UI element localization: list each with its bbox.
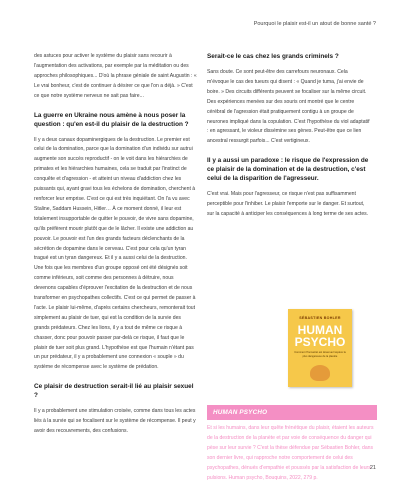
box-body: Et si les humains, dans leur quête frénétique du plaisir, étaient les auteurs de la destruction de la planète et par voie de conséquence du danger qui pèse sur leur survie ? C'est la thèse défendue par Sébastien Bohler, dans son dernier livre, qui rapproche notre comportement de celui des psychopathes, dénués d'empathie et poussés par la satisfaction de leurs pulsions. Human psycho, Bouquins, 2022, 279 p. xyxy=(207,425,374,481)
book-title-line1: HUMAN xyxy=(297,323,343,337)
book-cover-image xyxy=(288,309,354,387)
book-title-line2: PSYCHO xyxy=(294,335,346,349)
book-author: SÉBASTIEN BOHLER xyxy=(299,316,341,320)
question-criminals: Serait-ce le cas chez les grands criminels ? xyxy=(207,53,339,60)
left-column xyxy=(34,52,197,441)
running-header: Pourquoi le plaisir est-il un atout de bonne santé ? xyxy=(253,21,376,27)
answer-criminals: Sans doute. Ce sont peut-être des carrefours neuronaux. Cela m'évoque le cas des tueurs qui disent : « Quand je tuma, j'ai envie de boire. » Des circuits différents peuvent se focaliser sur la même circuit. Des expériences menées sur des souris ont montré que le centre cérébral de l'agression était pratiquement contigu à un groupe de neurones impliqué dans la copulation. C'est l'hypothèse du viol adaptatif : en agressant, le violeur dissémine ses gènes. Peut-être que ce lien ancestral ressurgit parfois... C'est vertigineux. xyxy=(207,69,370,145)
intro-paragraph: des astuces pour activer le système du plaisir sans recourir à l'augmentation des activations, par exemple par la méditation ou des approches philosophiques... D'où la phrase géniale de saint Augustin : « Le vrai bonheur, c'est de continuer à désirer ce que l'on a déjà. » C'est ce que notre système nerveux ne sait pas faire... xyxy=(34,53,197,99)
book-subtitle: Comment l'humanité est devenue l'espèce la plus dangereuse de la planète xyxy=(294,351,346,358)
hand-illustration-icon xyxy=(310,365,330,381)
question-sexual-pleasure: Ce plaisir de destruction serait-il lié au plaisir sexuel ? xyxy=(34,383,194,400)
book-cover xyxy=(288,309,352,387)
page-number: 21 xyxy=(369,465,376,471)
answer-paradox: C'est vrai. Mais pour l'agresseur, ce risque n'est pas suffisamment perceptible pour l'inhiber. Le plaisir l'emporte sur le danger. Et surtout, sur la capacité à anticiper les conséquences à long terme de ses actes. xyxy=(207,191,369,218)
box-title: HUMAN PSYCHO xyxy=(207,405,377,420)
question-ukraine: La guerre en Ukraine nous amène à nous poser la question : qu'en est-il du plaisir de la destruction ? xyxy=(34,111,189,128)
answer-sexual-pleasure: Il y a probablement une stimulation croisée, comme dans tous les actes liés à la survie qui se focalisent sur le système de récompense. Il peut y avoir des recouvrements, des confusions. xyxy=(34,408,196,435)
right-column xyxy=(207,52,370,224)
question-paradox: Il y a aussi un paradoxe : le risque de l'expression de ce plaisir de la domination et de la destruction, c'est celui de la disparition de l'agresseur. xyxy=(207,157,369,183)
answer-ukraine: Il y a deux canaux dopaminergiques de la destruction. Le premier est celui de la domination, parce que la domination d'un individu sur autrui augmente son succès reproductif - on le voit dans les hiérarchies de primates et les hiérarchies humaines, cela se traduit par l'instinct de conquête et d'agression - et atteint un niveau d'addiction chez les puissants qui, ayant gravi tous les échelons de domination, cherchent à renforcer leur emprise. C'est ce qui est très inquiétant. On l'a vu avec Staline, Saddam Hussein, Hitler… À ce moment donné, il leur est totalement insupportable de quitter le pouvoir, de vivre sans dopamine, qu'ils préfèrent mourir plutôt que de le lâcher. Il existe une addiction au pouvoir. Le pouvoir est l'un des grands facteurs déclenchants de la sécrétion de dopamine dans le cerveau. C'est pour cela qu'un tyran tragué est un tyran dangereux. Et il y a aussi celui de la destruction. Une fois que les membres d'un groupe opposé ont été désignés soit comme inférieurs, soit comme des personnes à détruire, nous devenons capables d'éprouver l'excitation de la destruction et de nous transformer en psychopathes collectifs. C'est ce qui permet de passer à l'acte. Le plaisir lui-même, d'après certains chercheurs, remonterait tout simplement au plaisir de tuer, qui est la condition de la survie des grands prédateurs. Chez les lions, il y a tout de même ce risque à chasser, donc pour pouvoir passer par-delà ce risque, il faut que le plaisir de tuer soit plus grand. L'hypothèse est que l'humain n'étant pas un pur prédateur, il y a probablement une connexion « souple » du système de récompense avec le système de prédation. xyxy=(34,136,196,371)
